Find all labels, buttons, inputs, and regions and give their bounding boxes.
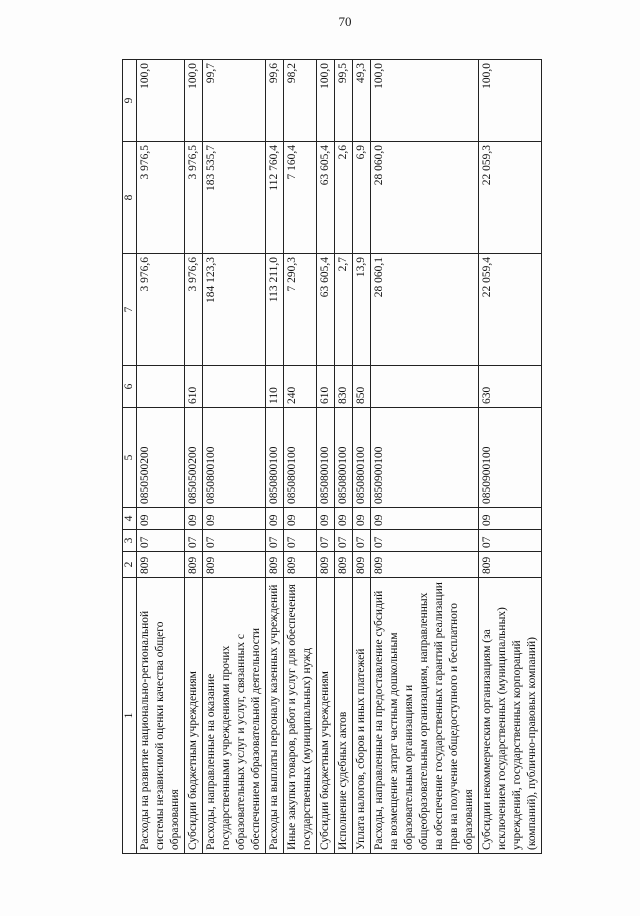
execution-percent: 100,0: [371, 60, 479, 142]
section-code: 07: [284, 530, 317, 552]
executed-amount: 112 760,4: [266, 142, 284, 254]
header-cell: 5: [123, 408, 137, 508]
header-cell: 2: [123, 552, 137, 578]
target-article-code: 0850800100: [353, 408, 371, 508]
executed-amount: 2,6: [335, 142, 353, 254]
target-article-code: 0850900100: [371, 408, 479, 508]
target-article-code: 0850500200: [137, 408, 185, 508]
subsection-code: 09: [203, 508, 266, 530]
target-article-code: 0850800100: [266, 408, 284, 508]
subsection-code: 09: [266, 508, 284, 530]
executed-amount: 22 059,3: [479, 142, 542, 254]
executed-amount: 7 160,4: [284, 142, 317, 254]
subsection-code: 09: [185, 508, 203, 530]
table-row: [317, 60, 335, 854]
expense-type-code: [203, 366, 266, 408]
executed-amount: 3 976,5: [137, 142, 185, 254]
ministry-code: 809: [371, 552, 479, 578]
row-description: Субсидии бюджетным учреждениям: [185, 578, 203, 854]
planned-amount: 7 290,3: [284, 254, 317, 366]
planned-amount: 28 060,1: [371, 254, 479, 366]
row-description: Уплата налогов, сборов и иных платежей: [353, 578, 371, 854]
subsection-code: 09: [371, 508, 479, 530]
target-article-code: 0850800100: [317, 408, 335, 508]
section-code: 07: [266, 530, 284, 552]
header-cell: 7: [123, 254, 137, 366]
executed-amount: 3 976,5: [185, 142, 203, 254]
executed-amount: 183 535,7: [203, 142, 266, 254]
planned-amount: 63 605,4: [317, 254, 335, 366]
section-code: 07: [371, 530, 479, 552]
subsection-code: 09: [317, 508, 335, 530]
executed-amount: 28 060,0: [371, 142, 479, 254]
planned-amount: 22 059,4: [479, 254, 542, 366]
expense-type-code: [371, 366, 479, 408]
header-cell: 9: [123, 60, 137, 142]
ministry-code: 809: [317, 552, 335, 578]
section-code: 07: [317, 530, 335, 552]
ministry-code: 809: [479, 552, 542, 578]
expense-type-code: 240: [284, 366, 317, 408]
target-article-code: 0850800100: [335, 408, 353, 508]
planned-amount: 184 123,3: [203, 254, 266, 366]
execution-percent: 100,0: [185, 60, 203, 142]
ministry-code: 809: [137, 552, 185, 578]
table-row: [335, 60, 353, 854]
target-article-code: 0850500200: [185, 408, 203, 508]
ministry-code: 809: [284, 552, 317, 578]
execution-percent: 100,0: [137, 60, 185, 142]
section-code: 07: [185, 530, 203, 552]
table-row: [284, 60, 317, 854]
header-row: [123, 60, 137, 854]
subsection-code: 09: [479, 508, 542, 530]
planned-amount: 3 976,6: [185, 254, 203, 366]
expense-type-code: 610: [185, 366, 203, 408]
table-row: [371, 60, 479, 854]
page-number: 70: [338, 14, 352, 29]
row-description: Иные закупки товаров, работ и услуг для обеспечения государственных (муниципальных) нужд: [284, 578, 317, 854]
section-code: 07: [479, 530, 542, 552]
header-cell: 8: [123, 142, 137, 254]
planned-amount: 2,7: [335, 254, 353, 366]
subsection-code: 09: [284, 508, 317, 530]
planned-amount: 113 211,0: [266, 254, 284, 366]
row-description: Расходы, направленные на оказание государственными учреждениями прочих образовательных услуг и услуг, связанных с обеспечением образовательной деятельности: [203, 578, 266, 854]
expense-type-code: 630: [479, 366, 542, 408]
section-code: 07: [335, 530, 353, 552]
table-row: [203, 60, 266, 854]
ministry-code: 809: [335, 552, 353, 578]
target-article-code: 0850900100: [479, 408, 542, 508]
planned-amount: 13,9: [353, 254, 371, 366]
header-cell: 6: [123, 366, 137, 408]
subsection-code: 09: [353, 508, 371, 530]
section-code: 07: [137, 530, 185, 552]
execution-percent: 100,0: [317, 60, 335, 142]
expense-type-code: 850: [353, 366, 371, 408]
execution-percent: 49,3: [353, 60, 371, 142]
row-description: Субсидии некоммерческим организациям (за исключением государственных (муниципальных) учреждений, государственных корпораций (компаний), публично-правовых компаний): [479, 578, 542, 854]
planned-amount: 3 976,6: [137, 254, 185, 366]
table-row: [185, 60, 203, 854]
ministry-code: 809: [353, 552, 371, 578]
execution-percent: 99,6: [266, 60, 284, 142]
row-description: Расходы на развитие национально-региональной системы независимой оценки качества общего образования: [137, 578, 185, 854]
section-code: 07: [203, 530, 266, 552]
expense-type-code: [137, 366, 185, 408]
execution-percent: 99,5: [335, 60, 353, 142]
target-article-code: 0850800100: [203, 408, 266, 508]
rotated-table-wrapper: [122, 60, 558, 854]
row-description: Субсидии бюджетным учреждениям: [317, 578, 335, 854]
subsection-code: 09: [137, 508, 185, 530]
section-code: 07: [353, 530, 371, 552]
executed-amount: 6,9: [353, 142, 371, 254]
execution-percent: 100,0: [479, 60, 542, 142]
row-description: Исполнение судебных актов: [335, 578, 353, 854]
table-row: [137, 60, 185, 854]
row-description: Расходы на выплаты персоналу казенных учреждений: [266, 578, 284, 854]
table-row: [266, 60, 284, 854]
budget-table: [122, 59, 542, 854]
ministry-code: 809: [185, 552, 203, 578]
row-description: Расходы, направленные на предоставление субсидий на возмещение затрат частным дошкольным образовательным организациям и общеобразовательным организациям, направленных на обеспечение государственных гарантий реализации прав на получение общедоступного и бесплатного образования: [371, 578, 479, 854]
expense-type-code: 830: [335, 366, 353, 408]
execution-percent: 99,7: [203, 60, 266, 142]
header-cell: 3: [123, 530, 137, 552]
header-cell: 1: [123, 578, 137, 854]
ministry-code: 809: [266, 552, 284, 578]
execution-percent: 98,2: [284, 60, 317, 142]
header-cell: 4: [123, 508, 137, 530]
ministry-code: 809: [203, 552, 266, 578]
expense-type-code: 610: [317, 366, 335, 408]
table-row: [353, 60, 371, 854]
expense-type-code: 110: [266, 366, 284, 408]
executed-amount: 63 605,4: [317, 142, 335, 254]
target-article-code: 0850800100: [284, 408, 317, 508]
subsection-code: 09: [335, 508, 353, 530]
table-row: [479, 60, 542, 854]
